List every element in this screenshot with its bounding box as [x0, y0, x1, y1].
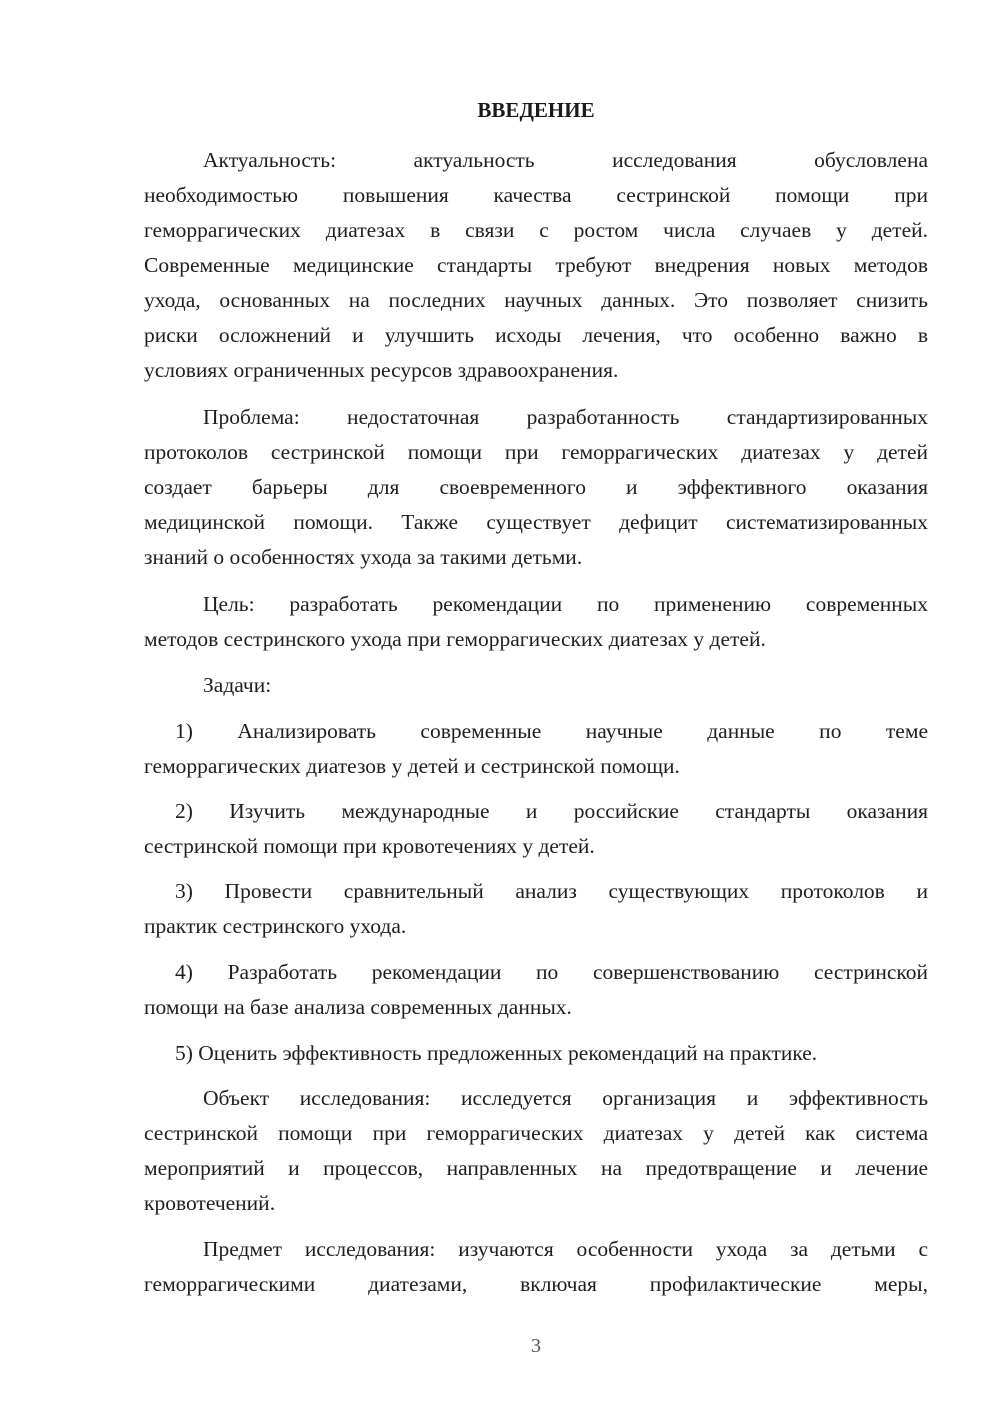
paragraph-line: Объект исследования: исследуется организация и эффективность [203, 1086, 928, 1110]
paragraph-line: кровотечений. [144, 1191, 276, 1215]
list-item-line: 4) Разработать рекомендации по совершенствованию сестринской [175, 960, 928, 984]
paragraph-line: геморрагических диатезах в связи с ростом числа случаев у детей. [144, 218, 928, 242]
list-item-line: геморрагических диатезов у детей и сестринской помощи. [144, 754, 680, 778]
paragraph-line: Актуальность: актуальность исследования обусловлена [203, 148, 928, 172]
list-item-line: 5) Оценить эффективность предложенных рекомендаций на практике. [175, 1041, 818, 1065]
paragraph-line: знаний о особенностях ухода за такими детьми. [144, 545, 583, 569]
paragraph-line: протоколов сестринской помощи при геморрагических диатезах у детей [144, 440, 928, 464]
paragraph-line: методов сестринского ухода при геморрагических диатезах у детей. [144, 627, 766, 651]
page-title: ВВЕДЕНИЕ [477, 98, 595, 122]
paragraph-line: Цель: разработать рекомендации по применению современных [203, 592, 928, 616]
list-item-line: помощи на базе анализа современных данных. [144, 995, 572, 1019]
paragraph-line: сестринской помощи при геморрагических диатезах у детей как система [144, 1121, 928, 1145]
paragraph-line: мероприятий и процессов, направленных на предотвращение и лечение [144, 1156, 928, 1180]
paragraph-line: Современные медицинские стандарты требуют внедрения новых методов [144, 253, 928, 277]
page-number: 3 [531, 1335, 541, 1357]
paragraph-line: риски осложнений и улучшить исходы лечения, что особенно важно в [144, 323, 928, 347]
paragraph-line: создает барьеры для своевременного и эффективного оказания [144, 475, 928, 499]
list-item-line: сестринской помощи при кровотечениях у детей. [144, 834, 595, 858]
list-item-line: 3) Провести сравнительный анализ существующих протоколов и [175, 879, 928, 903]
paragraph-line: медицинской помощи. Также существует дефицит систематизированных [144, 510, 928, 534]
list-item-line: 2) Изучить международные и российские стандарты оказания [175, 799, 928, 823]
paragraph-line: необходимостью повышения качества сестринской помощи при [144, 183, 928, 207]
paragraph-line: Предмет исследования: изучаются особенности ухода за детьми с [203, 1237, 928, 1261]
list-item-line: практик сестринского ухода. [144, 914, 407, 938]
list-item-line: 1) Анализировать современные научные данные по теме [175, 719, 928, 743]
paragraph-line: геморрагическими диатезами, включая профилактические меры, [144, 1272, 928, 1296]
paragraph-line: Проблема: недостаточная разработанность стандартизированных [203, 405, 928, 429]
paragraph-line: ухода, основанных на последних научных данных. Это позволяет снизить [144, 288, 928, 312]
tasks-heading: Задачи: [203, 673, 272, 697]
paragraph-line: условиях ограниченных ресурсов здравоохранения. [144, 358, 619, 382]
